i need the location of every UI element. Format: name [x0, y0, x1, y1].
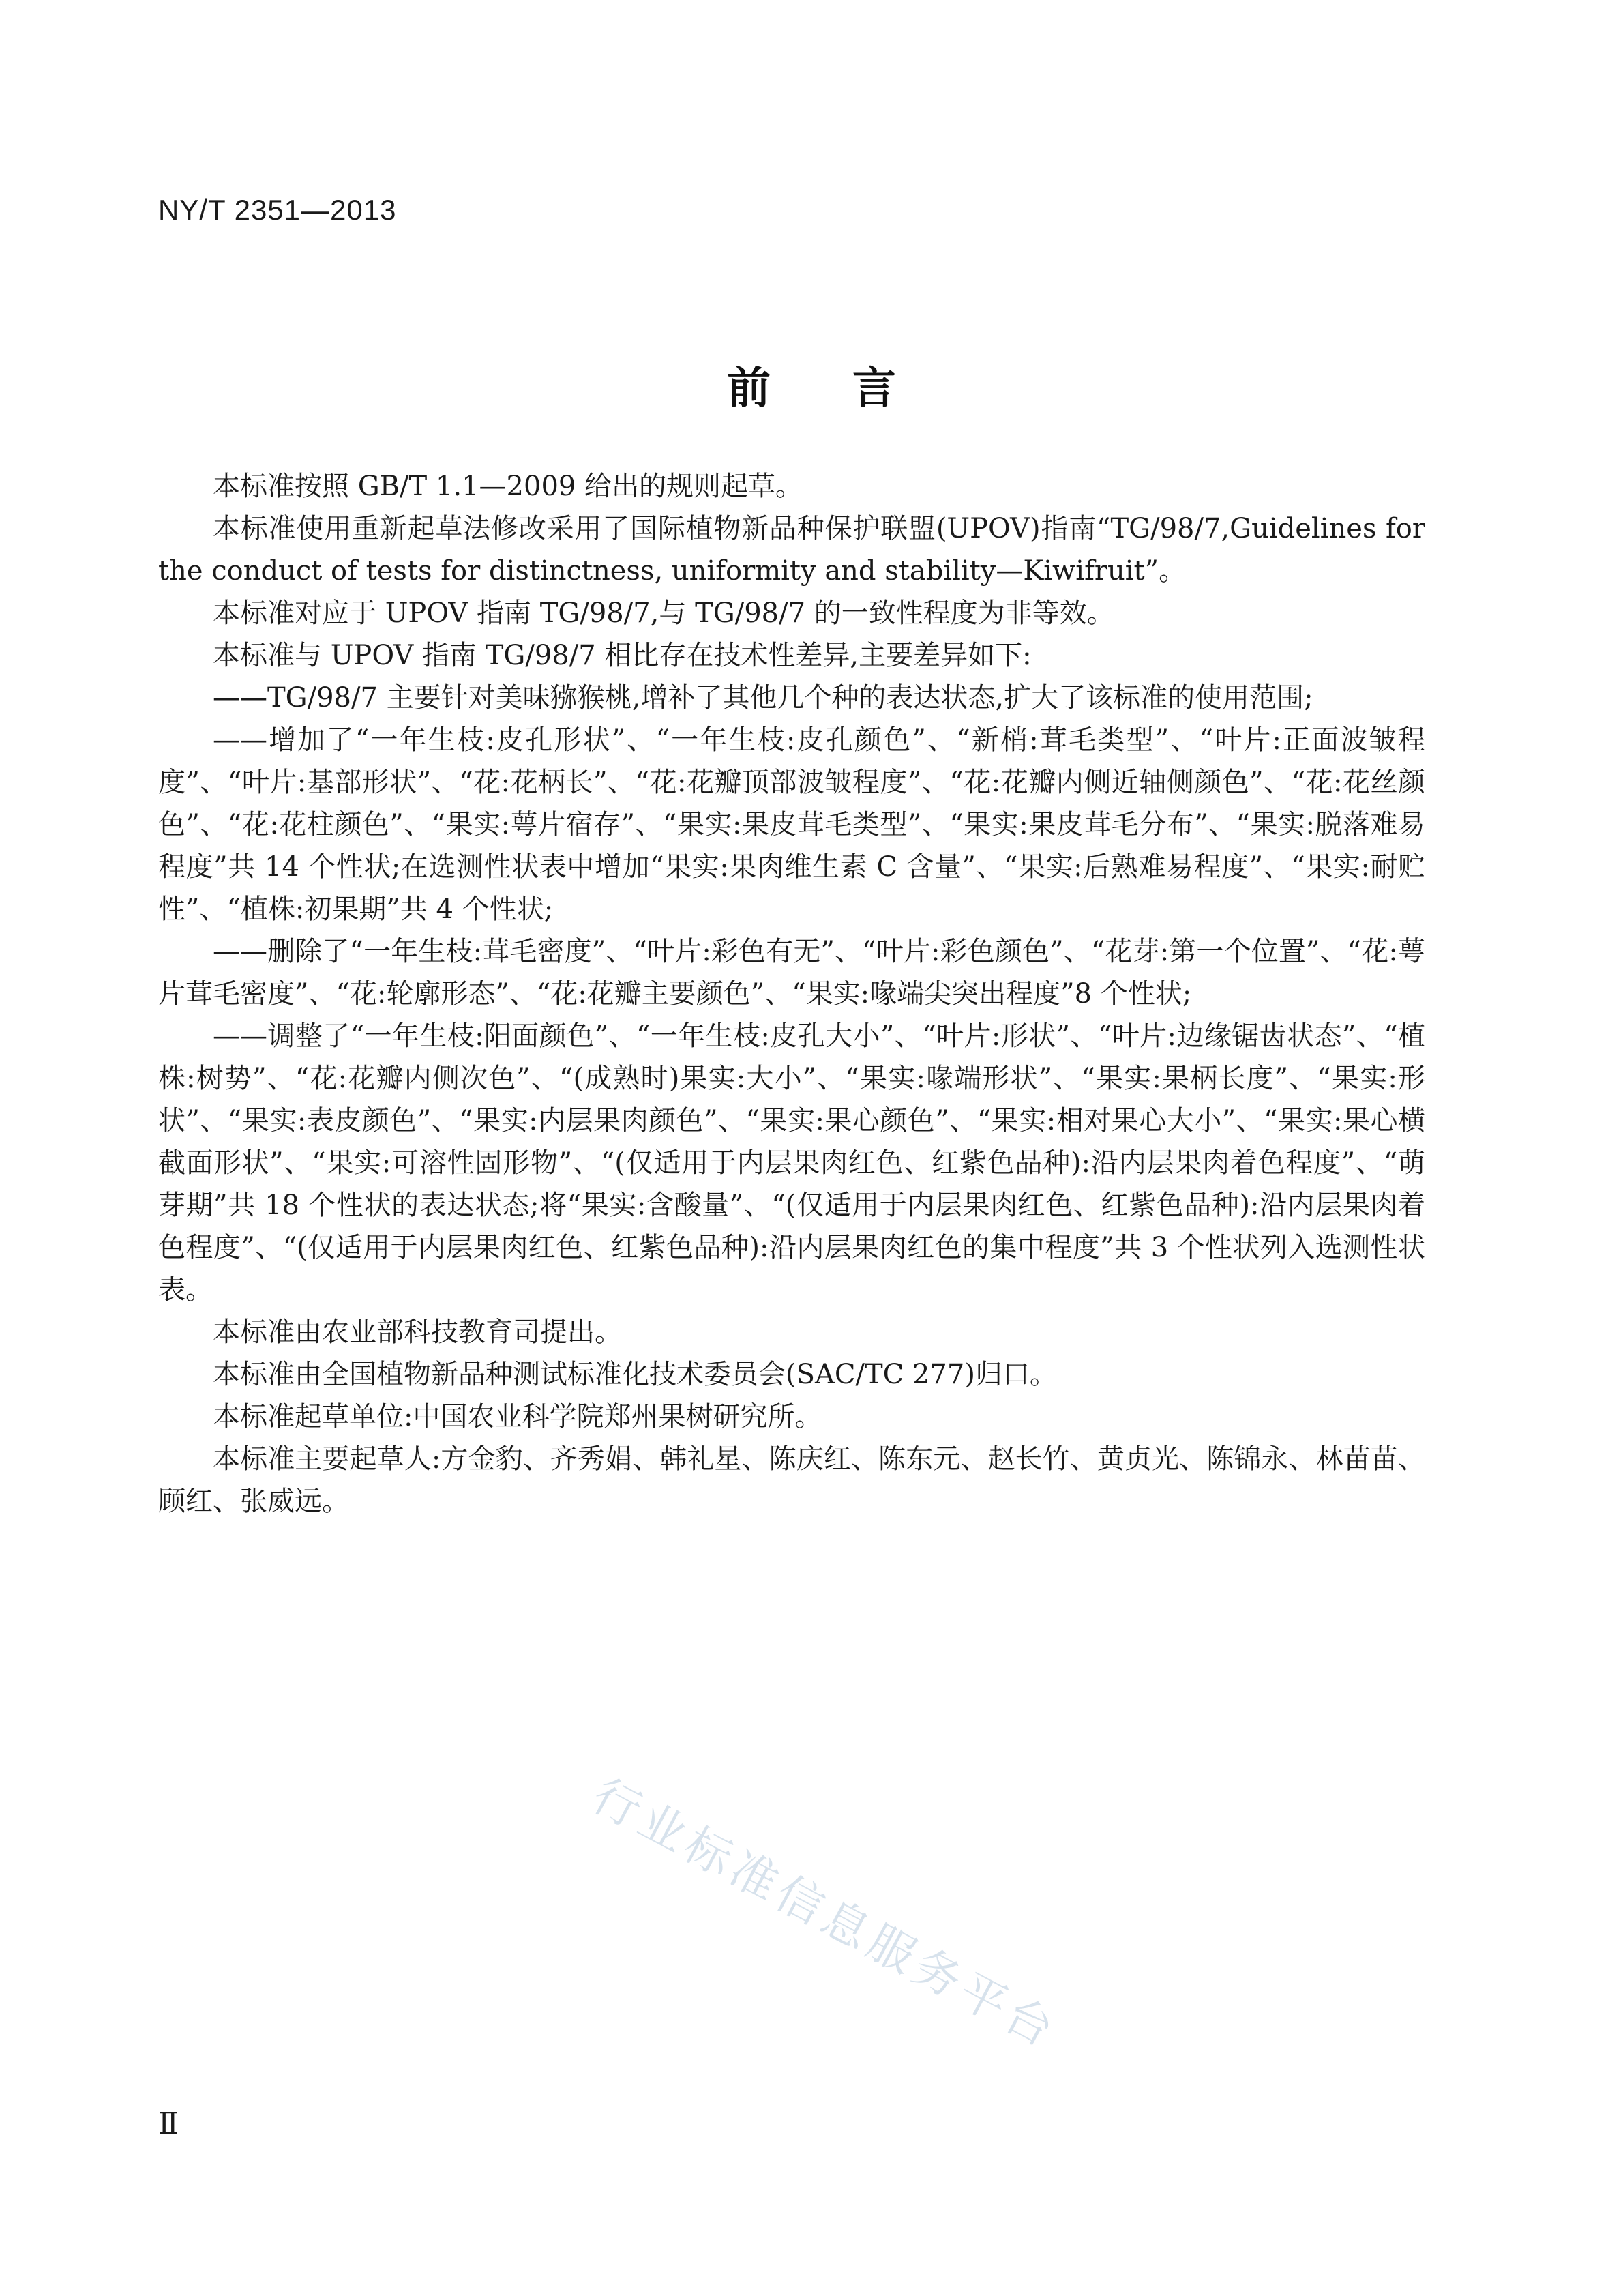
paragraph-drafting-rules: 本标准按照 GB/T 1.1—2009 给出的规则起草。 — [213, 471, 803, 502]
page-number: Ⅱ — [158, 2106, 179, 2141]
paragraph-equivalence: 本标准对应于 UPOV 指南 TG/98/7,与 TG/98/7 的一致性程度为非等效。 — [213, 598, 1114, 629]
document-code: NY/T 2351—2013 — [158, 194, 397, 226]
paragraph-drafters: 本标准主要起草人:方金豹、齐秀娟、韩礼星、陈庆红、陈东元、赵长竹、黄贞光、陈锦永、林苗苗、顾红、张威远。 — [158, 1443, 1425, 1517]
paragraph-drafting-unit: 本标准起草单位:中国农业科学院郑州果树研究所。 — [213, 1401, 822, 1432]
difference-item-added: ——增加了“一年生枝:皮孔形状”、“一年生枝:皮孔颜色”、“新梢:茸毛类型”、“叶片:正面波皱程度”、“叶片:基部形状”、“花:花柄长”、“花:花瓣顶部波皱程度”、“花:花瓣内侧近轴侧颜色”、“花:花丝颜色”、“花:花柱颜色”、“果实:萼片宿存”、“果实:果皮茸毛类型”、“果实:果皮茸毛分布”、“果实:脱落难易程度”共 14 个性状;在选测性状表中增加“果实:果肉维生素 C 含量”、“果实:后熟难易程度”、“果实:耐贮性”、“植株:初果期”共 4 个性状; — [158, 724, 1425, 925]
foreword-body — [158, 465, 1425, 1522]
paragraph-proposed-by: 本标准由农业部科技教育司提出。 — [213, 1316, 622, 1348]
difference-item-scope: ——TG/98/7 主要针对美味猕猴桃,增补了其他几个种的表达状态,扩大了该标准的使用范围; — [213, 682, 1313, 713]
watermark: 行业标准信息服务平台 — [583, 1769, 1067, 2060]
difference-item-deleted: ——删除了“一年生枝:茸毛密度”、“叶片:彩色有无”、“叶片:彩色颜色”、“花芽:第一个位置”、“花:萼片茸毛密度”、“花:轮廓形态”、“花:花瓣主要颜色”、“果实:喙端尖突出程度”8 个性状; — [158, 936, 1425, 1010]
paragraph-differences-intro: 本标准与 UPOV 指南 TG/98/7 相比存在技术性差异,主要差异如下: — [213, 640, 1032, 671]
page-title: 前言 — [727, 364, 978, 414]
paragraph-managed-by: 本标准由全国植物新品种测试标准化技术委员会(SAC/TC 277)归口。 — [213, 1359, 1057, 1390]
difference-item-adjusted: ——调整了“一年生枝:阳面颜色”、“一年生枝:皮孔大小”、“叶片:形状”、“叶片:边缘锯齿状态”、“植株:树势”、“花:花瓣内侧次色”、“(成熟时)果实:大小”、“果实:喙端形状”、“果实:果柄长度”、“果实:形状”、“果实:表皮颜色”、“果实:内层果肉颜色”、“果实:果心颜色”、“果实:相对果心大小”、“果实:果心横截面形状”、“果实:可溶性固形物”、“(仅适用于内层果肉红色、红紫色品种):沿内层果肉着色程度”、“萌芽期”共 18 个性状的表达状态;将“果实:含酸量”、“(仅适用于内层果肉红色、红紫色品种):沿内层果肉着色程度”、“(仅适用于内层果肉红色、红紫色品种):沿内层果肉红色的集中程度”共 3 个性状列入选测性状表。 — [158, 1020, 1425, 1306]
paragraph-upov-adoption: 本标准使用重新起草法修改采用了国际植物新品种保护联盟(UPOV)指南“TG/98/7,Guidelines for the conduct of tests for distinctness, uniformity and stability—Kiwifruit”。 — [158, 513, 1425, 587]
